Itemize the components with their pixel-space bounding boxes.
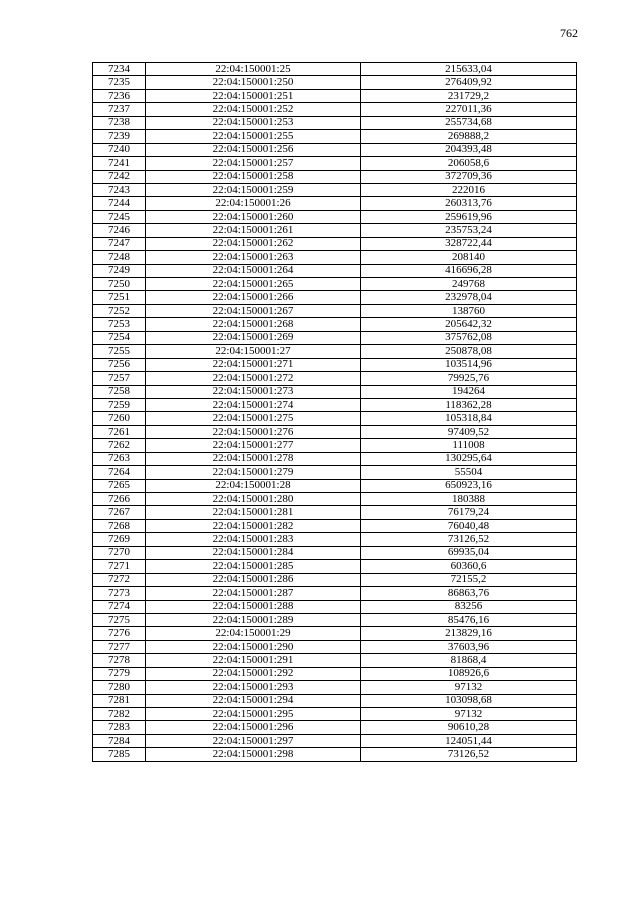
table-row — [93, 667, 577, 680]
cadastral-value-cell: 69935,04 — [361, 546, 577, 559]
cadastral-value-cell: 37603,96 — [361, 640, 577, 653]
table-row — [93, 506, 577, 519]
cadastral-value-table — [92, 62, 577, 762]
cadastral-value-cell: 231729,2 — [361, 89, 577, 102]
cadastral-value-cell: 55504 — [361, 466, 577, 479]
row-number-cell: 7258 — [93, 385, 146, 398]
page-number: 762 — [560, 26, 578, 40]
cadastral-number-cell: 22:04:150001:25 — [146, 63, 361, 76]
row-number-cell: 7237 — [93, 103, 146, 116]
table-row — [93, 708, 577, 721]
cadastral-number-cell: 22:04:150001:298 — [146, 748, 361, 761]
table-row — [93, 493, 577, 506]
cadastral-value-cell: 111008 — [361, 439, 577, 452]
cadastral-number-cell: 22:04:150001:265 — [146, 278, 361, 291]
cadastral-value-cell: 180388 — [361, 493, 577, 506]
table-row — [93, 748, 577, 761]
table-row — [93, 425, 577, 438]
table-row — [93, 640, 577, 653]
row-number-cell: 7275 — [93, 613, 146, 626]
table-row — [93, 304, 577, 317]
table-row — [93, 291, 577, 304]
cadastral-number-cell: 22:04:150001:267 — [146, 304, 361, 317]
cadastral-value-cell: 205642,32 — [361, 318, 577, 331]
cadastral-number-cell: 22:04:150001:284 — [146, 546, 361, 559]
row-number-cell: 7247 — [93, 237, 146, 250]
cadastral-number-cell: 22:04:150001:282 — [146, 519, 361, 532]
row-number-cell: 7265 — [93, 479, 146, 492]
cadastral-number-cell: 22:04:150001:26 — [146, 197, 361, 210]
cadastral-value-cell: 260313,76 — [361, 197, 577, 210]
cadastral-value-cell: 213829,16 — [361, 627, 577, 640]
table-row — [93, 358, 577, 371]
row-number-cell: 7234 — [93, 63, 146, 76]
cadastral-number-cell: 22:04:150001:259 — [146, 183, 361, 196]
cadastral-number-cell: 22:04:150001:294 — [146, 694, 361, 707]
cadastral-number-cell: 22:04:150001:28 — [146, 479, 361, 492]
row-number-cell: 7249 — [93, 264, 146, 277]
cadastral-value-cell: 97132 — [361, 708, 577, 721]
row-number-cell: 7257 — [93, 372, 146, 385]
cadastral-value-cell: 90610,28 — [361, 721, 577, 734]
table-row — [93, 116, 577, 129]
cadastral-number-cell: 22:04:150001:295 — [146, 708, 361, 721]
row-number-cell: 7262 — [93, 439, 146, 452]
cadastral-number-cell: 22:04:150001:286 — [146, 573, 361, 586]
table-row — [93, 734, 577, 747]
cadastral-number-cell: 22:04:150001:260 — [146, 210, 361, 223]
row-number-cell: 7277 — [93, 640, 146, 653]
table-row — [93, 157, 577, 170]
cadastral-number-cell: 22:04:150001:261 — [146, 224, 361, 237]
table-row — [93, 479, 577, 492]
cadastral-number-cell: 22:04:150001:290 — [146, 640, 361, 653]
row-number-cell: 7279 — [93, 667, 146, 680]
cadastral-value-cell: 72155,2 — [361, 573, 577, 586]
row-number-cell: 7282 — [93, 708, 146, 721]
row-number-cell: 7284 — [93, 734, 146, 747]
table-row — [93, 318, 577, 331]
cadastral-value-cell: 105318,84 — [361, 412, 577, 425]
row-number-cell: 7260 — [93, 412, 146, 425]
cadastral-value-cell: 97132 — [361, 681, 577, 694]
table-row — [93, 251, 577, 264]
table-row — [93, 237, 577, 250]
table-row — [93, 439, 577, 452]
row-number-cell: 7236 — [93, 89, 146, 102]
cadastral-value-cell: 76040,48 — [361, 519, 577, 532]
row-number-cell: 7256 — [93, 358, 146, 371]
table-row — [93, 560, 577, 573]
row-number-cell: 7263 — [93, 452, 146, 465]
row-number-cell: 7268 — [93, 519, 146, 532]
row-number-cell: 7272 — [93, 573, 146, 586]
row-number-cell: 7251 — [93, 291, 146, 304]
row-number-cell: 7248 — [93, 251, 146, 264]
cadastral-value-cell: 97409,52 — [361, 425, 577, 438]
row-number-cell: 7235 — [93, 76, 146, 89]
cadastral-number-cell: 22:04:150001:258 — [146, 170, 361, 183]
table-row — [93, 600, 577, 613]
row-number-cell: 7253 — [93, 318, 146, 331]
cadastral-number-cell: 22:04:150001:263 — [146, 251, 361, 264]
table-row — [93, 385, 577, 398]
cadastral-value-cell: 103098,68 — [361, 694, 577, 707]
cadastral-value-cell: 103514,96 — [361, 358, 577, 371]
table-row — [93, 210, 577, 223]
cadastral-value-cell: 194264 — [361, 385, 577, 398]
cadastral-value-cell: 227011,36 — [361, 103, 577, 116]
table-row — [93, 681, 577, 694]
cadastral-number-cell: 22:04:150001:292 — [146, 667, 361, 680]
table-row — [93, 466, 577, 479]
cadastral-number-cell: 22:04:150001:257 — [146, 157, 361, 170]
row-number-cell: 7264 — [93, 466, 146, 479]
row-number-cell: 7245 — [93, 210, 146, 223]
table-row — [93, 372, 577, 385]
table-row — [93, 573, 577, 586]
row-number-cell: 7254 — [93, 331, 146, 344]
row-number-cell: 7271 — [93, 560, 146, 573]
cadastral-number-cell: 22:04:150001:268 — [146, 318, 361, 331]
cadastral-value-cell: 215633,04 — [361, 63, 577, 76]
table-row — [93, 170, 577, 183]
cadastral-number-cell: 22:04:150001:280 — [146, 493, 361, 506]
row-number-cell: 7273 — [93, 587, 146, 600]
cadastral-number-cell: 22:04:150001:255 — [146, 130, 361, 143]
cadastral-value-cell: 232978,04 — [361, 291, 577, 304]
row-number-cell: 7270 — [93, 546, 146, 559]
cadastral-number-cell: 22:04:150001:266 — [146, 291, 361, 304]
table-row — [93, 721, 577, 734]
cadastral-number-cell: 22:04:150001:253 — [146, 116, 361, 129]
cadastral-value-cell: 108926,6 — [361, 667, 577, 680]
cadastral-number-cell: 22:04:150001:269 — [146, 331, 361, 344]
table-row — [93, 519, 577, 532]
cadastral-number-cell: 22:04:150001:279 — [146, 466, 361, 479]
row-number-cell: 7240 — [93, 143, 146, 156]
cadastral-number-cell: 22:04:150001:251 — [146, 89, 361, 102]
cadastral-number-cell: 22:04:150001:281 — [146, 506, 361, 519]
cadastral-value-cell: 138760 — [361, 304, 577, 317]
table-row — [93, 63, 577, 76]
cadastral-value-cell: 79925,76 — [361, 372, 577, 385]
cadastral-value-cell: 250878,08 — [361, 345, 577, 358]
cadastral-value-cell: 73126,52 — [361, 533, 577, 546]
cadastral-number-cell: 22:04:150001:287 — [146, 587, 361, 600]
table-row — [93, 613, 577, 626]
cadastral-value-cell: 76179,24 — [361, 506, 577, 519]
row-number-cell: 7250 — [93, 278, 146, 291]
row-number-cell: 7283 — [93, 721, 146, 734]
cadastral-value-cell: 73126,52 — [361, 748, 577, 761]
cadastral-number-cell: 22:04:150001:291 — [146, 654, 361, 667]
row-number-cell: 7285 — [93, 748, 146, 761]
table-row — [93, 331, 577, 344]
table-row — [93, 103, 577, 116]
row-number-cell: 7255 — [93, 345, 146, 358]
table-row — [93, 76, 577, 89]
row-number-cell: 7259 — [93, 398, 146, 411]
cadastral-value-cell: 118362,28 — [361, 398, 577, 411]
cadastral-value-cell: 85476,16 — [361, 613, 577, 626]
cadastral-value-cell: 375762,08 — [361, 331, 577, 344]
row-number-cell: 7266 — [93, 493, 146, 506]
row-number-cell: 7278 — [93, 654, 146, 667]
table-row — [93, 452, 577, 465]
cadastral-number-cell: 22:04:150001:27 — [146, 345, 361, 358]
cadastral-number-cell: 22:04:150001:278 — [146, 452, 361, 465]
cadastral-value-cell: 86863,76 — [361, 587, 577, 600]
cadastral-value-cell: 83256 — [361, 600, 577, 613]
cadastral-number-cell: 22:04:150001:252 — [146, 103, 361, 116]
row-number-cell: 7244 — [93, 197, 146, 210]
cadastral-value-cell: 276409,92 — [361, 76, 577, 89]
table-row — [93, 143, 577, 156]
table-row — [93, 183, 577, 196]
cadastral-number-cell: 22:04:150001:277 — [146, 439, 361, 452]
cadastral-value-cell: 259619,96 — [361, 210, 577, 223]
table-row — [93, 694, 577, 707]
table-row — [93, 264, 577, 277]
row-number-cell: 7243 — [93, 183, 146, 196]
cadastral-number-cell: 22:04:150001:283 — [146, 533, 361, 546]
cadastral-value-cell: 60360,6 — [361, 560, 577, 573]
row-number-cell: 7241 — [93, 157, 146, 170]
table-row — [93, 89, 577, 102]
cadastral-value-cell: 222016 — [361, 183, 577, 196]
table-row — [93, 627, 577, 640]
cadastral-value-cell: 208140 — [361, 251, 577, 264]
cadastral-number-cell: 22:04:150001:276 — [146, 425, 361, 438]
row-number-cell: 7246 — [93, 224, 146, 237]
cadastral-number-cell: 22:04:150001:297 — [146, 734, 361, 747]
cadastral-value-cell: 81868,4 — [361, 654, 577, 667]
cadastral-number-cell: 22:04:150001:264 — [146, 264, 361, 277]
table-row — [93, 546, 577, 559]
cadastral-number-cell: 22:04:150001:29 — [146, 627, 361, 640]
cadastral-number-cell: 22:04:150001:296 — [146, 721, 361, 734]
row-number-cell: 7274 — [93, 600, 146, 613]
cadastral-value-cell: 235753,24 — [361, 224, 577, 237]
table-row — [93, 278, 577, 291]
row-number-cell: 7280 — [93, 681, 146, 694]
cadastral-value-cell: 269888,2 — [361, 130, 577, 143]
table-row — [93, 224, 577, 237]
row-number-cell: 7267 — [93, 506, 146, 519]
cadastral-value-cell: 249768 — [361, 278, 577, 291]
cadastral-number-cell: 22:04:150001:271 — [146, 358, 361, 371]
cadastral-number-cell: 22:04:150001:250 — [146, 76, 361, 89]
cadastral-number-cell: 22:04:150001:275 — [146, 412, 361, 425]
cadastral-number-cell: 22:04:150001:272 — [146, 372, 361, 385]
table-body — [93, 63, 577, 762]
cadastral-value-cell: 204393,48 — [361, 143, 577, 156]
cadastral-value-cell: 416696,28 — [361, 264, 577, 277]
cadastral-value-cell: 206058,6 — [361, 157, 577, 170]
cadastral-number-cell: 22:04:150001:273 — [146, 385, 361, 398]
cadastral-number-cell: 22:04:150001:274 — [146, 398, 361, 411]
cadastral-number-cell: 22:04:150001:293 — [146, 681, 361, 694]
row-number-cell: 7281 — [93, 694, 146, 707]
table-row — [93, 587, 577, 600]
cadastral-value-cell: 255734,68 — [361, 116, 577, 129]
table-row — [93, 654, 577, 667]
row-number-cell: 7238 — [93, 116, 146, 129]
cadastral-value-cell: 130295,64 — [361, 452, 577, 465]
row-number-cell: 7269 — [93, 533, 146, 546]
table-row — [93, 197, 577, 210]
cadastral-value-cell: 650923,16 — [361, 479, 577, 492]
cadastral-value-cell: 328722,44 — [361, 237, 577, 250]
row-number-cell: 7276 — [93, 627, 146, 640]
table-row — [93, 345, 577, 358]
cadastral-number-cell: 22:04:150001:262 — [146, 237, 361, 250]
cadastral-value-cell: 372709,36 — [361, 170, 577, 183]
table-row — [93, 398, 577, 411]
table-row — [93, 130, 577, 143]
row-number-cell: 7252 — [93, 304, 146, 317]
table-row — [93, 533, 577, 546]
cadastral-number-cell: 22:04:150001:289 — [146, 613, 361, 626]
cadastral-value-cell: 124051,44 — [361, 734, 577, 747]
row-number-cell: 7239 — [93, 130, 146, 143]
row-number-cell: 7242 — [93, 170, 146, 183]
row-number-cell: 7261 — [93, 425, 146, 438]
cadastral-number-cell: 22:04:150001:256 — [146, 143, 361, 156]
cadastral-number-cell: 22:04:150001:288 — [146, 600, 361, 613]
table-row — [93, 412, 577, 425]
cadastral-number-cell: 22:04:150001:285 — [146, 560, 361, 573]
